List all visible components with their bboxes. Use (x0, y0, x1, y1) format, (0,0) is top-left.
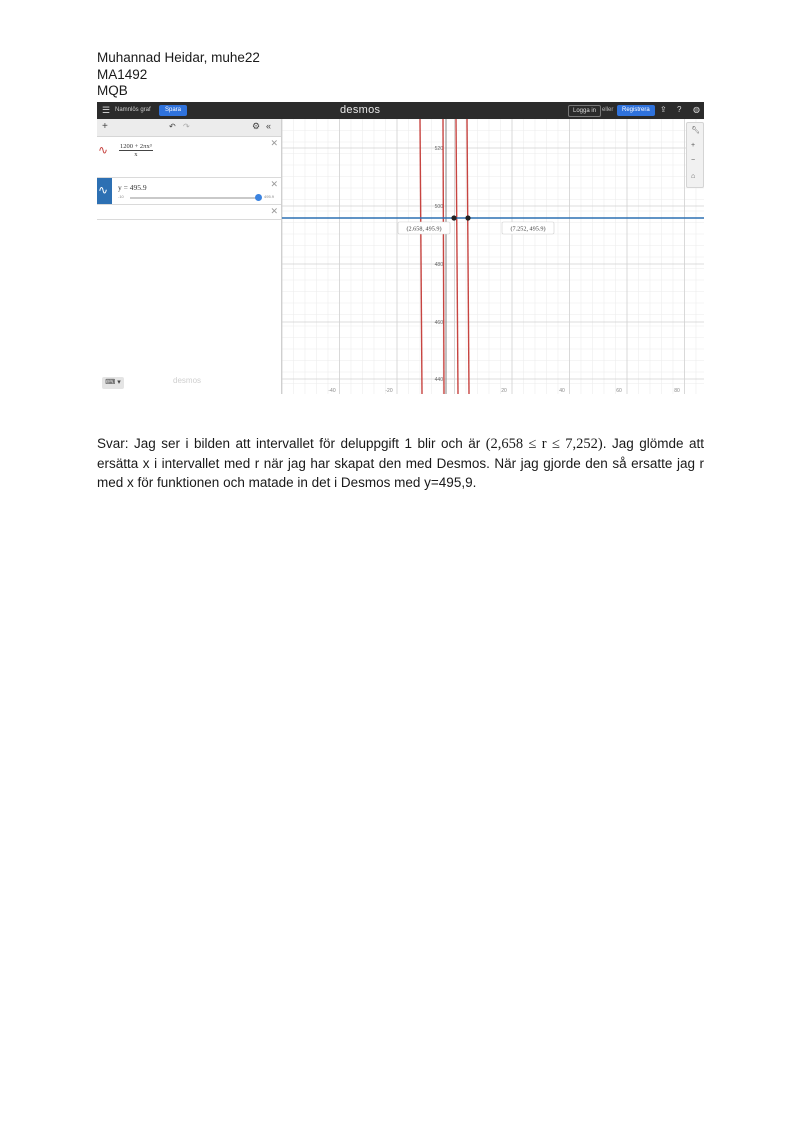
graph-name[interactable]: Namnlös graf (115, 107, 151, 113)
course-code: MA1492 (97, 66, 148, 82)
help-icon[interactable]: ? (677, 105, 682, 114)
or-label: eller (602, 107, 614, 113)
save-button[interactable]: Spara (159, 105, 187, 116)
register-button[interactable]: Registrera (617, 105, 655, 116)
document-header (97, 50, 260, 100)
wrench-icon[interactable]: 🔧︎ (691, 127, 700, 134)
expression-text[interactable]: y = 495.9 (118, 183, 147, 192)
intersection-point (465, 215, 470, 220)
keyboard-toggle-icon[interactable]: ⌨ ▾ (102, 377, 124, 389)
desmos-screenshot (97, 102, 704, 394)
hamburger-menu-icon[interactable]: ☰ (102, 105, 111, 115)
globe-icon[interactable]: ◍ (693, 105, 700, 114)
answer-paragraph (97, 434, 704, 492)
y-tick-label: 440 (434, 377, 443, 383)
expression-color-tab[interactable] (97, 137, 112, 177)
slider-track[interactable] (130, 197, 258, 199)
x-tick-label: 60 (616, 388, 622, 394)
zoom-out-icon[interactable]: − (691, 157, 696, 164)
fraction-numerator: 1200 + 2πx³ (120, 143, 152, 150)
y-tick-label: 520 (434, 146, 443, 152)
expression-row-2[interactable] (97, 178, 281, 205)
undo-icon[interactable]: ↶ (169, 122, 176, 131)
x-tick-label: 80 (674, 388, 680, 394)
intersection-point (451, 215, 456, 220)
home-icon[interactable]: ⌂ (691, 173, 696, 180)
share-icon[interactable]: ⇪ (660, 105, 667, 114)
zoom-in-icon[interactable]: + (691, 142, 696, 149)
y-tick-label: 500 (434, 204, 443, 210)
curve-icon: ∿ (98, 143, 109, 157)
slider-min-label: -10 (118, 194, 124, 199)
expression-panel (97, 119, 282, 394)
login-button[interactable]: Logga in (568, 105, 601, 117)
desmos-topbar (97, 102, 704, 119)
function-curve (467, 119, 469, 394)
curve-icon: ∿ (98, 183, 109, 197)
function-curve (456, 119, 458, 394)
delete-expression-icon[interactable]: ✕ (270, 138, 278, 148)
delete-expression-icon[interactable]: ✕ (270, 179, 278, 189)
graph-canvas[interactable] (282, 119, 704, 394)
x-tick-label: -20 (385, 388, 393, 394)
desmos-logo: desmos (340, 104, 381, 116)
collapse-panel-icon[interactable]: « (266, 121, 272, 131)
point-label: (7.252, 495.9) (510, 225, 546, 233)
x-tick-label: -40 (328, 388, 336, 394)
author-line: Muhannad Heidar, muhe22 (97, 50, 260, 65)
answer-interval: (2,658 ≤ r ≤ 7,252) (485, 436, 603, 452)
gear-icon[interactable]: ⚙ (252, 121, 261, 131)
y-tick-label: 480 (434, 262, 443, 268)
answer-text-1: Svar: Jag ser i bilden att intervallet för deluppgift 1 blir och är (97, 436, 486, 451)
expression-color-tab[interactable] (97, 178, 112, 204)
graph-tools (686, 122, 704, 188)
y-tick-label: 460 (434, 320, 443, 326)
slider-max-label: 495.9 (264, 194, 275, 199)
slider-handle[interactable] (255, 194, 262, 201)
redo-icon[interactable]: ↷ (183, 122, 190, 131)
desmos-watermark: desmos (173, 376, 202, 385)
fraction-denominator: x (134, 151, 138, 158)
x-tick-label: 20 (501, 388, 507, 394)
point-label: (2.658, 495.9) (406, 225, 442, 233)
value-slider[interactable] (118, 194, 275, 201)
add-expression-icon[interactable]: + (102, 121, 108, 132)
function-curve (443, 119, 444, 394)
expression-fraction[interactable] (119, 143, 153, 158)
expression-row-1[interactable] (97, 137, 281, 178)
course-group: MQB (97, 83, 128, 98)
x-tick-label: 40 (559, 388, 565, 394)
empty-expression-row[interactable] (97, 205, 281, 220)
answer-text-2: . Jag glömde att ersätta x i intervallet med r när jag har skapat den med Desmos. När jag gjorde den så ersatte jag r med x för funktionen och matade in det i Desmos med y=495,9. (97, 436, 705, 490)
delete-expression-icon[interactable]: ✕ (270, 206, 278, 216)
expression-toolbar (97, 119, 281, 137)
